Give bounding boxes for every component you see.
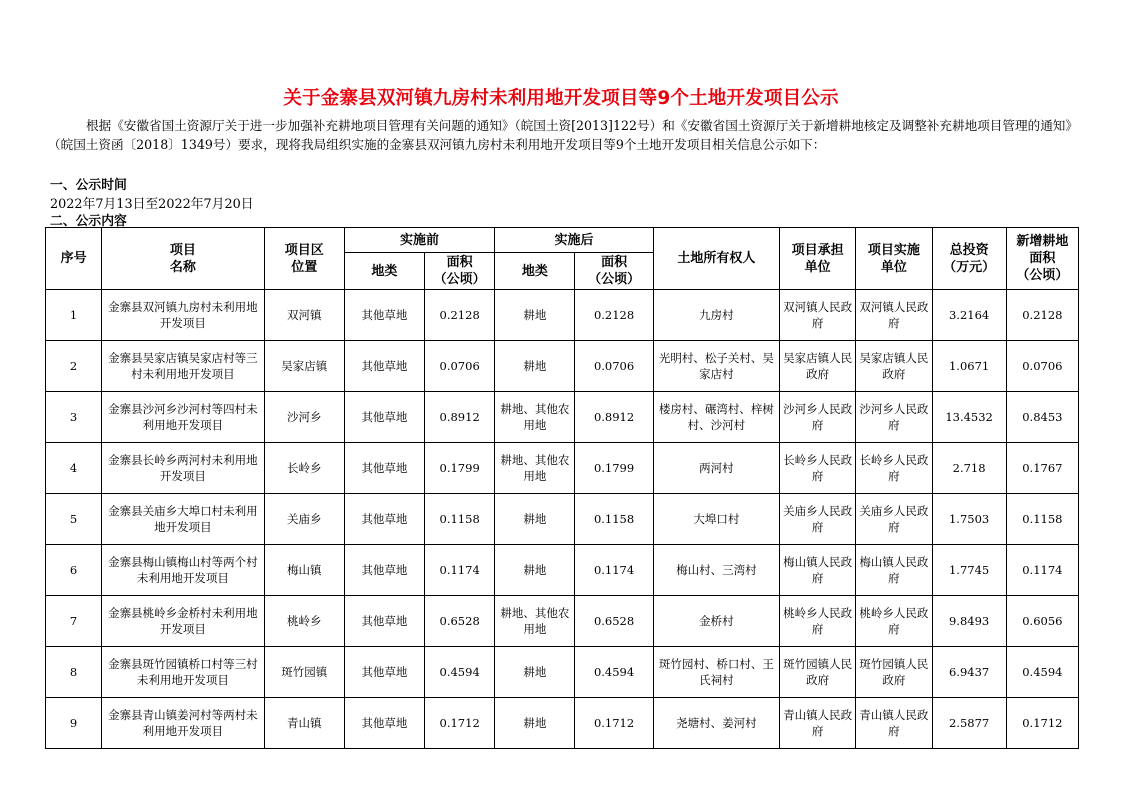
cell-before-area: 0.1712 bbox=[425, 698, 495, 749]
cell-undertaker: 青山镇人民政府 bbox=[780, 698, 856, 749]
cell-after-land-type: 耕地 bbox=[495, 494, 575, 545]
cell-before-land-type: 其他草地 bbox=[344, 545, 424, 596]
cell-new-area: 0.2128 bbox=[1006, 290, 1078, 341]
cell-after-area: 0.8912 bbox=[575, 392, 653, 443]
cell-before-land-type: 其他草地 bbox=[344, 341, 424, 392]
cell-implementer: 青山镇人民政府 bbox=[856, 698, 932, 749]
cell-project-name: 金寨县沙河乡沙河村等四村未利用地开发项目 bbox=[102, 392, 264, 443]
section-heading-content: 二、公示内容 bbox=[50, 214, 127, 229]
cell-before-land-type: 其他草地 bbox=[344, 698, 424, 749]
table-row bbox=[46, 494, 1079, 545]
cell-before-area: 0.1799 bbox=[425, 443, 495, 494]
cell-investment: 1.0671 bbox=[932, 341, 1006, 392]
cell-owner: 楼房村、碾湾村、梓树村、沙河村 bbox=[653, 392, 779, 443]
cell-implementer: 斑竹园镇人民政府 bbox=[856, 647, 932, 698]
cell-undertaker: 吴家店镇人民政府 bbox=[780, 341, 856, 392]
intro-paragraph: 根据《安徽省国土资源厅关于进一步加强补充耕地项目管理有关问题的通知》（皖国土资[2013]122号）和《安徽省国土资源厅关于新增耕地核定及调整补充耕地项目管理的通知》（皖国土资函〔2018〕1349号）要求，现将我局组织实施的金寨县双河镇九房村未利用地开发项目等9个土地开发项目相关信息公示如下： bbox=[48, 118, 1078, 152]
cell-before-area: 0.2128 bbox=[425, 290, 495, 341]
header-after-area: 面积 （公顷） bbox=[575, 253, 653, 290]
cell-before-area: 0.6528 bbox=[425, 596, 495, 647]
cell-before-area: 0.1158 bbox=[425, 494, 495, 545]
cell-after-land-type: 耕地 bbox=[495, 698, 575, 749]
cell-after-area: 0.1158 bbox=[575, 494, 653, 545]
cell-investment: 6.9437 bbox=[932, 647, 1006, 698]
cell-location: 关庙乡 bbox=[264, 494, 344, 545]
page-title: 关于金寨县双河镇九房村未利用地开发项目等9个土地开发项目公示 bbox=[283, 88, 839, 109]
cell-before-land-type: 其他草地 bbox=[344, 392, 424, 443]
cell-project-name: 金寨县吴家店镇吴家店村等三村未利用地开发项目 bbox=[102, 341, 264, 392]
cell-after-land-type: 耕地 bbox=[495, 341, 575, 392]
header-owner: 土地所有权人 bbox=[653, 228, 779, 290]
cell-seq: 3 bbox=[46, 392, 102, 443]
cell-new-area: 0.4594 bbox=[1006, 647, 1078, 698]
cell-after-land-type: 耕地 bbox=[495, 290, 575, 341]
cell-before-area: 0.4594 bbox=[425, 647, 495, 698]
cell-new-area: 0.6056 bbox=[1006, 596, 1078, 647]
cell-owner: 两河村 bbox=[653, 443, 779, 494]
cell-investment: 1.7745 bbox=[932, 545, 1006, 596]
cell-implementer: 桃岭乡人民政府 bbox=[856, 596, 932, 647]
cell-before-area: 0.0706 bbox=[425, 341, 495, 392]
cell-seq: 1 bbox=[46, 290, 102, 341]
table-row bbox=[46, 647, 1079, 698]
cell-new-area: 0.0706 bbox=[1006, 341, 1078, 392]
cell-after-area: 0.0706 bbox=[575, 341, 653, 392]
cell-location: 双河镇 bbox=[264, 290, 344, 341]
cell-new-area: 0.1712 bbox=[1006, 698, 1078, 749]
projects-table bbox=[45, 227, 1079, 749]
cell-before-area: 0.8912 bbox=[425, 392, 495, 443]
cell-new-area: 0.1767 bbox=[1006, 443, 1078, 494]
cell-undertaker: 桃岭乡人民政府 bbox=[780, 596, 856, 647]
cell-investment: 1.7503 bbox=[932, 494, 1006, 545]
cell-implementer: 梅山镇人民政府 bbox=[856, 545, 932, 596]
table-row bbox=[46, 545, 1079, 596]
cell-project-name: 金寨县斑竹园镇桥口村等三村未利用地开发项目 bbox=[102, 647, 264, 698]
cell-before-land-type: 其他草地 bbox=[344, 290, 424, 341]
cell-undertaker: 长岭乡人民政府 bbox=[780, 443, 856, 494]
header-new-area: 新增耕地 面积 （公顷） bbox=[1006, 228, 1078, 290]
header-after: 实施后 bbox=[495, 228, 653, 253]
cell-seq: 5 bbox=[46, 494, 102, 545]
cell-project-name: 金寨县桃岭乡金桥村未利用地开发项目 bbox=[102, 596, 264, 647]
cell-undertaker: 梅山镇人民政府 bbox=[780, 545, 856, 596]
cell-owner: 尧塘村、姜河村 bbox=[653, 698, 779, 749]
cell-after-area: 0.1174 bbox=[575, 545, 653, 596]
cell-investment: 2.5877 bbox=[932, 698, 1006, 749]
cell-location: 沙河乡 bbox=[264, 392, 344, 443]
cell-location: 梅山镇 bbox=[264, 545, 344, 596]
cell-after-land-type: 耕地 bbox=[495, 545, 575, 596]
cell-project-name: 金寨县长岭乡两河村未利用地开发项目 bbox=[102, 443, 264, 494]
cell-seq: 7 bbox=[46, 596, 102, 647]
cell-owner: 金桥村 bbox=[653, 596, 779, 647]
cell-owner: 斑竹园村、桥口村、王氏祠村 bbox=[653, 647, 779, 698]
cell-undertaker: 斑竹园镇人民政府 bbox=[780, 647, 856, 698]
cell-investment: 3.2164 bbox=[932, 290, 1006, 341]
cell-investment: 13.4532 bbox=[932, 392, 1006, 443]
table-row bbox=[46, 698, 1079, 749]
cell-new-area: 0.1158 bbox=[1006, 494, 1078, 545]
announcement-dates: 2022年7月13日至2022年7月20日 bbox=[50, 197, 254, 212]
cell-after-area: 0.2128 bbox=[575, 290, 653, 341]
table-row bbox=[46, 443, 1079, 494]
cell-after-land-type: 耕地、其他农用地 bbox=[495, 392, 575, 443]
cell-after-land-type: 耕地、其他农用地 bbox=[495, 596, 575, 647]
cell-before-land-type: 其他草地 bbox=[344, 596, 424, 647]
cell-project-name: 金寨县青山镇姜河村等两村未利用地开发项目 bbox=[102, 698, 264, 749]
cell-after-area: 0.6528 bbox=[575, 596, 653, 647]
cell-project-name: 金寨县关庙乡大埠口村未利用地开发项目 bbox=[102, 494, 264, 545]
header-implementer: 项目实施 单位 bbox=[856, 228, 932, 290]
cell-implementer: 长岭乡人民政府 bbox=[856, 443, 932, 494]
cell-investment: 9.8493 bbox=[932, 596, 1006, 647]
header-before-land-type: 地类 bbox=[344, 253, 424, 290]
table-row bbox=[46, 392, 1079, 443]
cell-implementer: 吴家店镇人民政府 bbox=[856, 341, 932, 392]
cell-before-land-type: 其他草地 bbox=[344, 494, 424, 545]
header-before: 实施前 bbox=[344, 228, 494, 253]
cell-implementer: 双河镇人民政府 bbox=[856, 290, 932, 341]
header-project-name: 项目 名称 bbox=[102, 228, 264, 290]
cell-seq: 9 bbox=[46, 698, 102, 749]
cell-before-land-type: 其他草地 bbox=[344, 647, 424, 698]
cell-before-land-type: 其他草地 bbox=[344, 443, 424, 494]
cell-location: 斑竹园镇 bbox=[264, 647, 344, 698]
cell-new-area: 0.1174 bbox=[1006, 545, 1078, 596]
cell-undertaker: 关庙乡人民政府 bbox=[780, 494, 856, 545]
cell-implementer: 沙河乡人民政府 bbox=[856, 392, 932, 443]
cell-after-land-type: 耕地、其他农用地 bbox=[495, 443, 575, 494]
cell-owner: 大埠口村 bbox=[653, 494, 779, 545]
header-after-land-type: 地类 bbox=[495, 253, 575, 290]
cell-location: 吴家店镇 bbox=[264, 341, 344, 392]
cell-seq: 8 bbox=[46, 647, 102, 698]
cell-seq: 6 bbox=[46, 545, 102, 596]
cell-project-name: 金寨县双河镇九房村未利用地开发项目 bbox=[102, 290, 264, 341]
cell-after-land-type: 耕地 bbox=[495, 647, 575, 698]
cell-location: 长岭乡 bbox=[264, 443, 344, 494]
cell-before-area: 0.1174 bbox=[425, 545, 495, 596]
cell-owner: 光明村、松子关村、吴家店村 bbox=[653, 341, 779, 392]
cell-undertaker: 双河镇人民政府 bbox=[780, 290, 856, 341]
header-investment: 总投资 （万元） bbox=[932, 228, 1006, 290]
header-undertaker: 项目承担 单位 bbox=[780, 228, 856, 290]
header-before-area: 面积 （公顷） bbox=[425, 253, 495, 290]
cell-after-area: 0.1799 bbox=[575, 443, 653, 494]
section-heading-time: 一、公示时间 bbox=[50, 178, 127, 193]
cell-undertaker: 沙河乡人民政府 bbox=[780, 392, 856, 443]
cell-seq: 4 bbox=[46, 443, 102, 494]
cell-implementer: 关庙乡人民政府 bbox=[856, 494, 932, 545]
cell-owner: 梅山村、三湾村 bbox=[653, 545, 779, 596]
cell-location: 青山镇 bbox=[264, 698, 344, 749]
table-row bbox=[46, 596, 1079, 647]
cell-location: 桃岭乡 bbox=[264, 596, 344, 647]
cell-after-area: 0.4594 bbox=[575, 647, 653, 698]
cell-investment: 2.718 bbox=[932, 443, 1006, 494]
cell-owner: 九房村 bbox=[653, 290, 779, 341]
cell-after-area: 0.1712 bbox=[575, 698, 653, 749]
table-row bbox=[46, 290, 1079, 341]
cell-new-area: 0.8453 bbox=[1006, 392, 1078, 443]
table-header-row bbox=[46, 228, 1079, 253]
header-location: 项目区 位置 bbox=[264, 228, 344, 290]
table-row bbox=[46, 341, 1079, 392]
cell-seq: 2 bbox=[46, 341, 102, 392]
header-seq: 序号 bbox=[46, 228, 102, 290]
cell-project-name: 金寨县梅山镇梅山村等两个村未利用地开发项目 bbox=[102, 545, 264, 596]
